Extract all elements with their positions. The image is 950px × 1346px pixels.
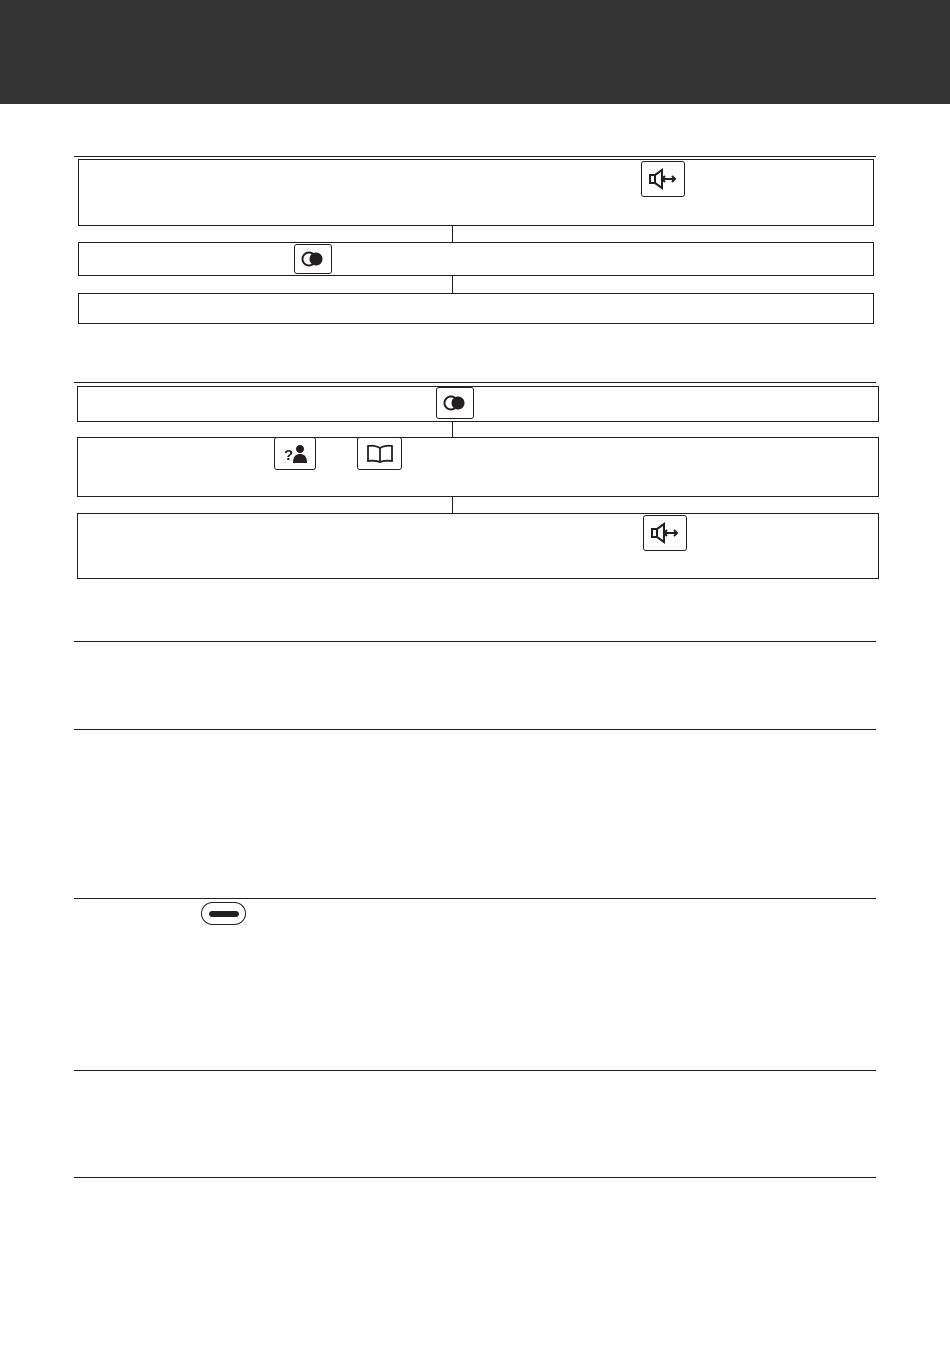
speaker-swap-key-2	[643, 515, 687, 551]
flow2-connector-2	[452, 497, 453, 514]
header-band	[0, 0, 950, 104]
flow2-connector-1	[452, 422, 453, 438]
book-icon	[365, 443, 395, 465]
flow1-connector-1	[452, 226, 453, 243]
book-key	[357, 437, 402, 470]
speaker-swap-key-1	[641, 161, 685, 197]
flow1-step-1	[78, 159, 874, 226]
speaker-swap-icon	[649, 521, 681, 545]
double-circle-key-1	[294, 244, 332, 274]
flow1-connector-2	[452, 276, 453, 294]
section-rule-1	[74, 156, 876, 157]
section-rule-6	[74, 1070, 876, 1071]
double-circle-icon	[442, 394, 468, 412]
double-circle-key-2	[436, 387, 474, 419]
section-rule-7	[74, 1177, 876, 1178]
flow1-step-3	[78, 293, 874, 324]
flow1-step-2	[78, 242, 874, 276]
section-rule-2	[74, 382, 876, 383]
svg-text:?: ?	[284, 446, 294, 464]
flow2-step-3	[77, 513, 879, 579]
section-rule-3	[74, 641, 876, 642]
flow2-step-2	[77, 437, 879, 497]
question-person-key	[274, 437, 316, 470]
section-rule-4	[74, 729, 876, 730]
double-circle-icon	[300, 250, 326, 268]
section-rule-5	[74, 898, 876, 899]
minus-bar-key	[201, 902, 246, 925]
question-person-icon	[280, 442, 310, 466]
flow2-step-1	[77, 386, 879, 422]
speaker-swap-icon	[647, 167, 679, 191]
minus-bar-icon	[209, 911, 239, 917]
